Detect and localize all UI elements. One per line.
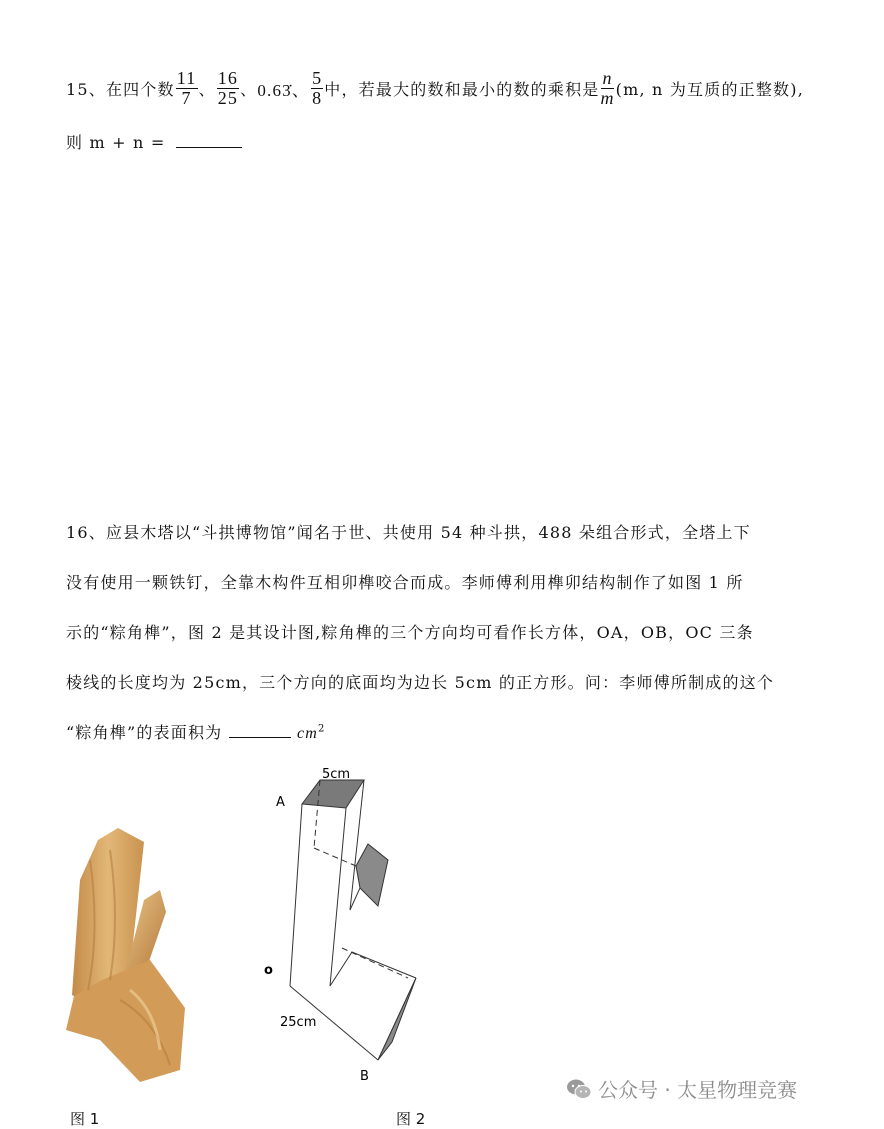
fraction-5-8: $\frac{5}{8}$ bbox=[312, 67, 323, 108]
q16-line-2: 没有使用一颗铁钉，全靠木构件互相卯榫咬合而成。李师傅利用榫卯结构制作了如图 1 所 bbox=[66, 573, 744, 592]
q16-line5-text: “粽角榫”的表面积为 bbox=[66, 723, 223, 742]
q15-decimal: 0.63̇、 bbox=[257, 80, 311, 100]
unit-sup: 2 bbox=[318, 723, 326, 735]
watermark bbox=[566, 1074, 797, 1103]
label-B: B bbox=[360, 1069, 369, 1084]
unit-cm: cm bbox=[296, 725, 319, 742]
caption-figure-2: 图 2 bbox=[396, 1110, 426, 1128]
caption-figure-1: 图 1 bbox=[70, 1110, 100, 1128]
fraction-16-25: $\frac{16}{25}$ bbox=[217, 67, 239, 108]
answer-blank-15[interactable] bbox=[176, 147, 242, 148]
q16-line-1: 16、应县木塔以“斗拱博物馆”闻名于世、共使用 54 种斗拱，488 朵组合形式，全塔上下 bbox=[66, 523, 751, 542]
q15-sep1: 、 bbox=[198, 79, 216, 99]
top-square-face bbox=[302, 780, 364, 808]
figure-2-design-diagram bbox=[260, 760, 440, 1090]
q15-suffix: (m, n 为互质的正整数), bbox=[615, 79, 804, 99]
q15-line-1 bbox=[66, 62, 804, 114]
bottom-square-face bbox=[378, 978, 416, 1060]
label-5cm: 5cm bbox=[322, 767, 351, 782]
wechat-logo-icon bbox=[566, 1078, 592, 1100]
q16-line-3: 示的“粽角榫”，图 2 是其设计图,粽角榫的三个方向均可看作长方体，OA，OB，OC 三条 bbox=[66, 623, 754, 642]
fraction-n-m: $\frac{n}{m}$ bbox=[600, 67, 615, 108]
q16-line-5 bbox=[66, 720, 326, 743]
q15-prefix: 15、在四个数 bbox=[66, 79, 175, 99]
middle-square-face bbox=[356, 844, 388, 906]
fraction-11-7: $\frac{11}{7}$ bbox=[176, 67, 197, 108]
label-25cm: 25cm bbox=[280, 1015, 317, 1030]
q15-line2: 则 m + n = bbox=[66, 133, 166, 152]
q15-line-2 bbox=[66, 130, 242, 153]
q15-mid: 中，若最大的数和最小的数的乘积是 bbox=[324, 79, 600, 99]
label-A: A bbox=[276, 795, 285, 810]
q16-line-4: 棱线的长度均为 25cm，三个方向的底面均为边长 5cm 的正方形。问：李师傅所制成的这个 bbox=[66, 673, 775, 692]
figure-1-wooden-joint bbox=[60, 820, 240, 1085]
answer-blank-16[interactable] bbox=[229, 737, 291, 738]
watermark-text: 公众号 · 太星物理竞赛 bbox=[598, 1078, 798, 1102]
label-O: o bbox=[264, 963, 273, 978]
q15-sep2: 、 bbox=[240, 79, 258, 99]
